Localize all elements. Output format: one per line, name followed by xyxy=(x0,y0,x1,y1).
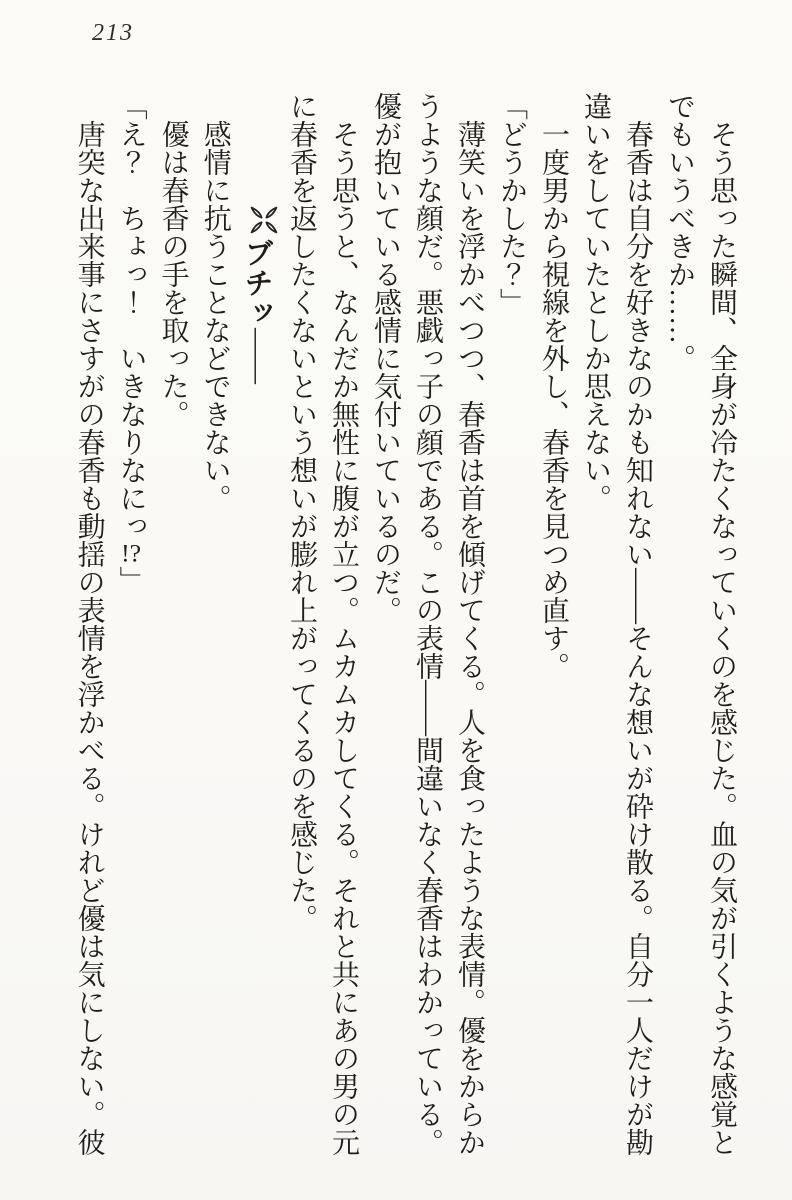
paragraph-narration: 一度男から視線を外し、春香を見つめ直す。 xyxy=(538,92,569,680)
tate-chu-yoko: !? xyxy=(121,540,142,566)
paragraph-narration: そう思うと、なんだか無性に腹が立つ。ムカムカしてくる。それと共にあの男の元に春香を返したくないという想いが膨れ上がってくるのを感じた。 xyxy=(286,92,359,1156)
dialogue-text: 「え？ ちょっ！ いきなりなにっ xyxy=(115,92,147,540)
anger-icon xyxy=(246,204,280,238)
page-number: 213 xyxy=(92,20,134,46)
paragraph-narration: 春香は自分を好きなのかも知れない――そんな想いが砕け散る。自分一人だけが勘違いをしていたとしか思えない。 xyxy=(580,92,653,1156)
sfx-indent xyxy=(242,92,273,204)
sfx-line xyxy=(236,92,280,1172)
long-dash: ―― xyxy=(241,328,273,384)
paragraph-narration: 唐突な出来事にさすがの春香も動揺の表情を浮かべる。けれど優は気にしない。彼 xyxy=(73,92,105,1156)
paragraph-narration: 薄笑いを浮かべつつ、春香は首を傾げてくる。人を食ったような表情。優をからかうような顔だ。悪戯っ子の顔である。この表情――間違いなく春香はわかっている。優が抱いている感情に気付いているのだ。 xyxy=(370,92,485,1156)
dialogue-line xyxy=(110,92,152,1172)
dialogue-line: 「どうかした？」 xyxy=(496,92,527,316)
sfx-text: ブチッ xyxy=(240,238,273,328)
paragraph-narration: 感情に抗うことなどできない。 xyxy=(199,92,231,512)
dialogue-close-bracket: 」 xyxy=(115,565,147,594)
paragraph-narration: そう思った瞬間、全身が冷たくなっていくのを感じた。血の気が引くような感覚とでもいうべきか……。 xyxy=(664,92,737,1156)
text-block xyxy=(68,92,742,1172)
paragraph-narration: 優は春香の手を取った。 xyxy=(157,92,189,428)
